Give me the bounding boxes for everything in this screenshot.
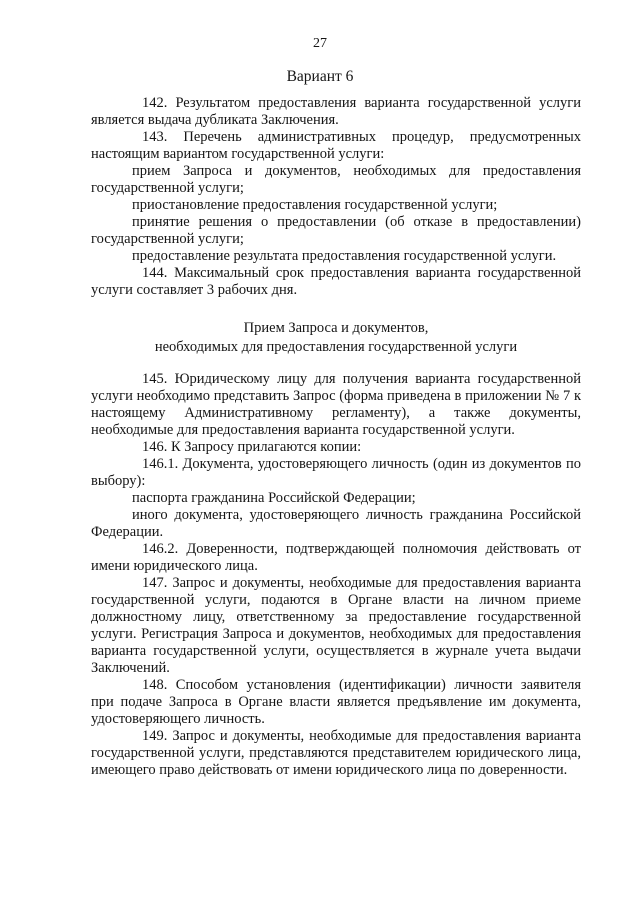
paragraph-146-1-item-1: паспорта гражданина Российской Федерации; (132, 490, 416, 506)
paragraph-143: 143. Перечень административных процедур, предусмотренных настоящим вариантом государственной услуги: (91, 129, 581, 162)
section-title-line-1: Прием Запроса и документов, (243, 320, 429, 336)
paragraph-143-item-2: приостановление предоставления государственной услуги; (132, 197, 498, 213)
paragraph-143-item-3: принятие решения о предоставлении (об отказе в предоставлении) государственной услуги; (91, 214, 581, 247)
paragraph-149: 149. Запрос и документы, необходимые для предоставления варианта государственной услуги, представляются представителем юридического лица, имеющего право действовать от имени юридического лица по доверенности. (91, 728, 581, 778)
paragraph-146: 146. К Запросу прилагаются копии: (142, 439, 362, 455)
paragraph-142: 142. Результатом предоставления варианта государственной услуги является выдача дубликата Заключения. (91, 95, 581, 128)
page-number: 27 (313, 36, 327, 51)
document-body (91, 95, 581, 779)
paragraph-144: 144. Максимальный срок предоставления варианта государственной услуги составляет 3 рабочих дня. (91, 265, 581, 298)
section-title-line-2: необходимых для предоставления государственной услуги (154, 339, 518, 355)
paragraph-146-1-item-2: иного документа, удостоверяющего личность гражданина Российской Федерации. (91, 507, 581, 540)
paragraph-148: 148. Способом установления (идентификации) личности заявителя при подаче Запроса в Органе власти является предъявление им документа, удостоверяющего личность. (91, 677, 581, 727)
paragraph-146-1: 146.1. Документа, удостоверяющего личность (один из документов по выбору): (91, 456, 581, 489)
paragraph-143-item-1: прием Запроса и документов, необходимых для предоставления государственной услуги; (91, 163, 581, 196)
paragraph-145: 145. Юридическому лицу для получения варианта государственной услуги необходимо представить Запрос (форма приведена в приложении № 7 к настоящему Административному регламенту), а также документы, необходимые для предоставления варианта государственной услуги. (91, 371, 581, 438)
section-title (91, 319, 581, 357)
paragraph-146-2: 146.2. Доверенности, подтверждающей полномочия действовать от имени юридического лица. (91, 541, 581, 574)
paragraph-147: 147. Запрос и документы, необходимые для предоставления варианта государственной услуги, подаются в Органе власти на личном приеме должностному лицу, ответственному за предоставление государственной услуги. Регистрация Запроса и документов, необходимых для предоставления варианта государственной услуги, осуществляется в журнале учета выдачи Заключений. (91, 575, 581, 676)
paragraph-143-item-4: предоставление результата предоставления государственной услуги. (132, 248, 557, 264)
variant-heading: Вариант 6 (286, 68, 354, 85)
